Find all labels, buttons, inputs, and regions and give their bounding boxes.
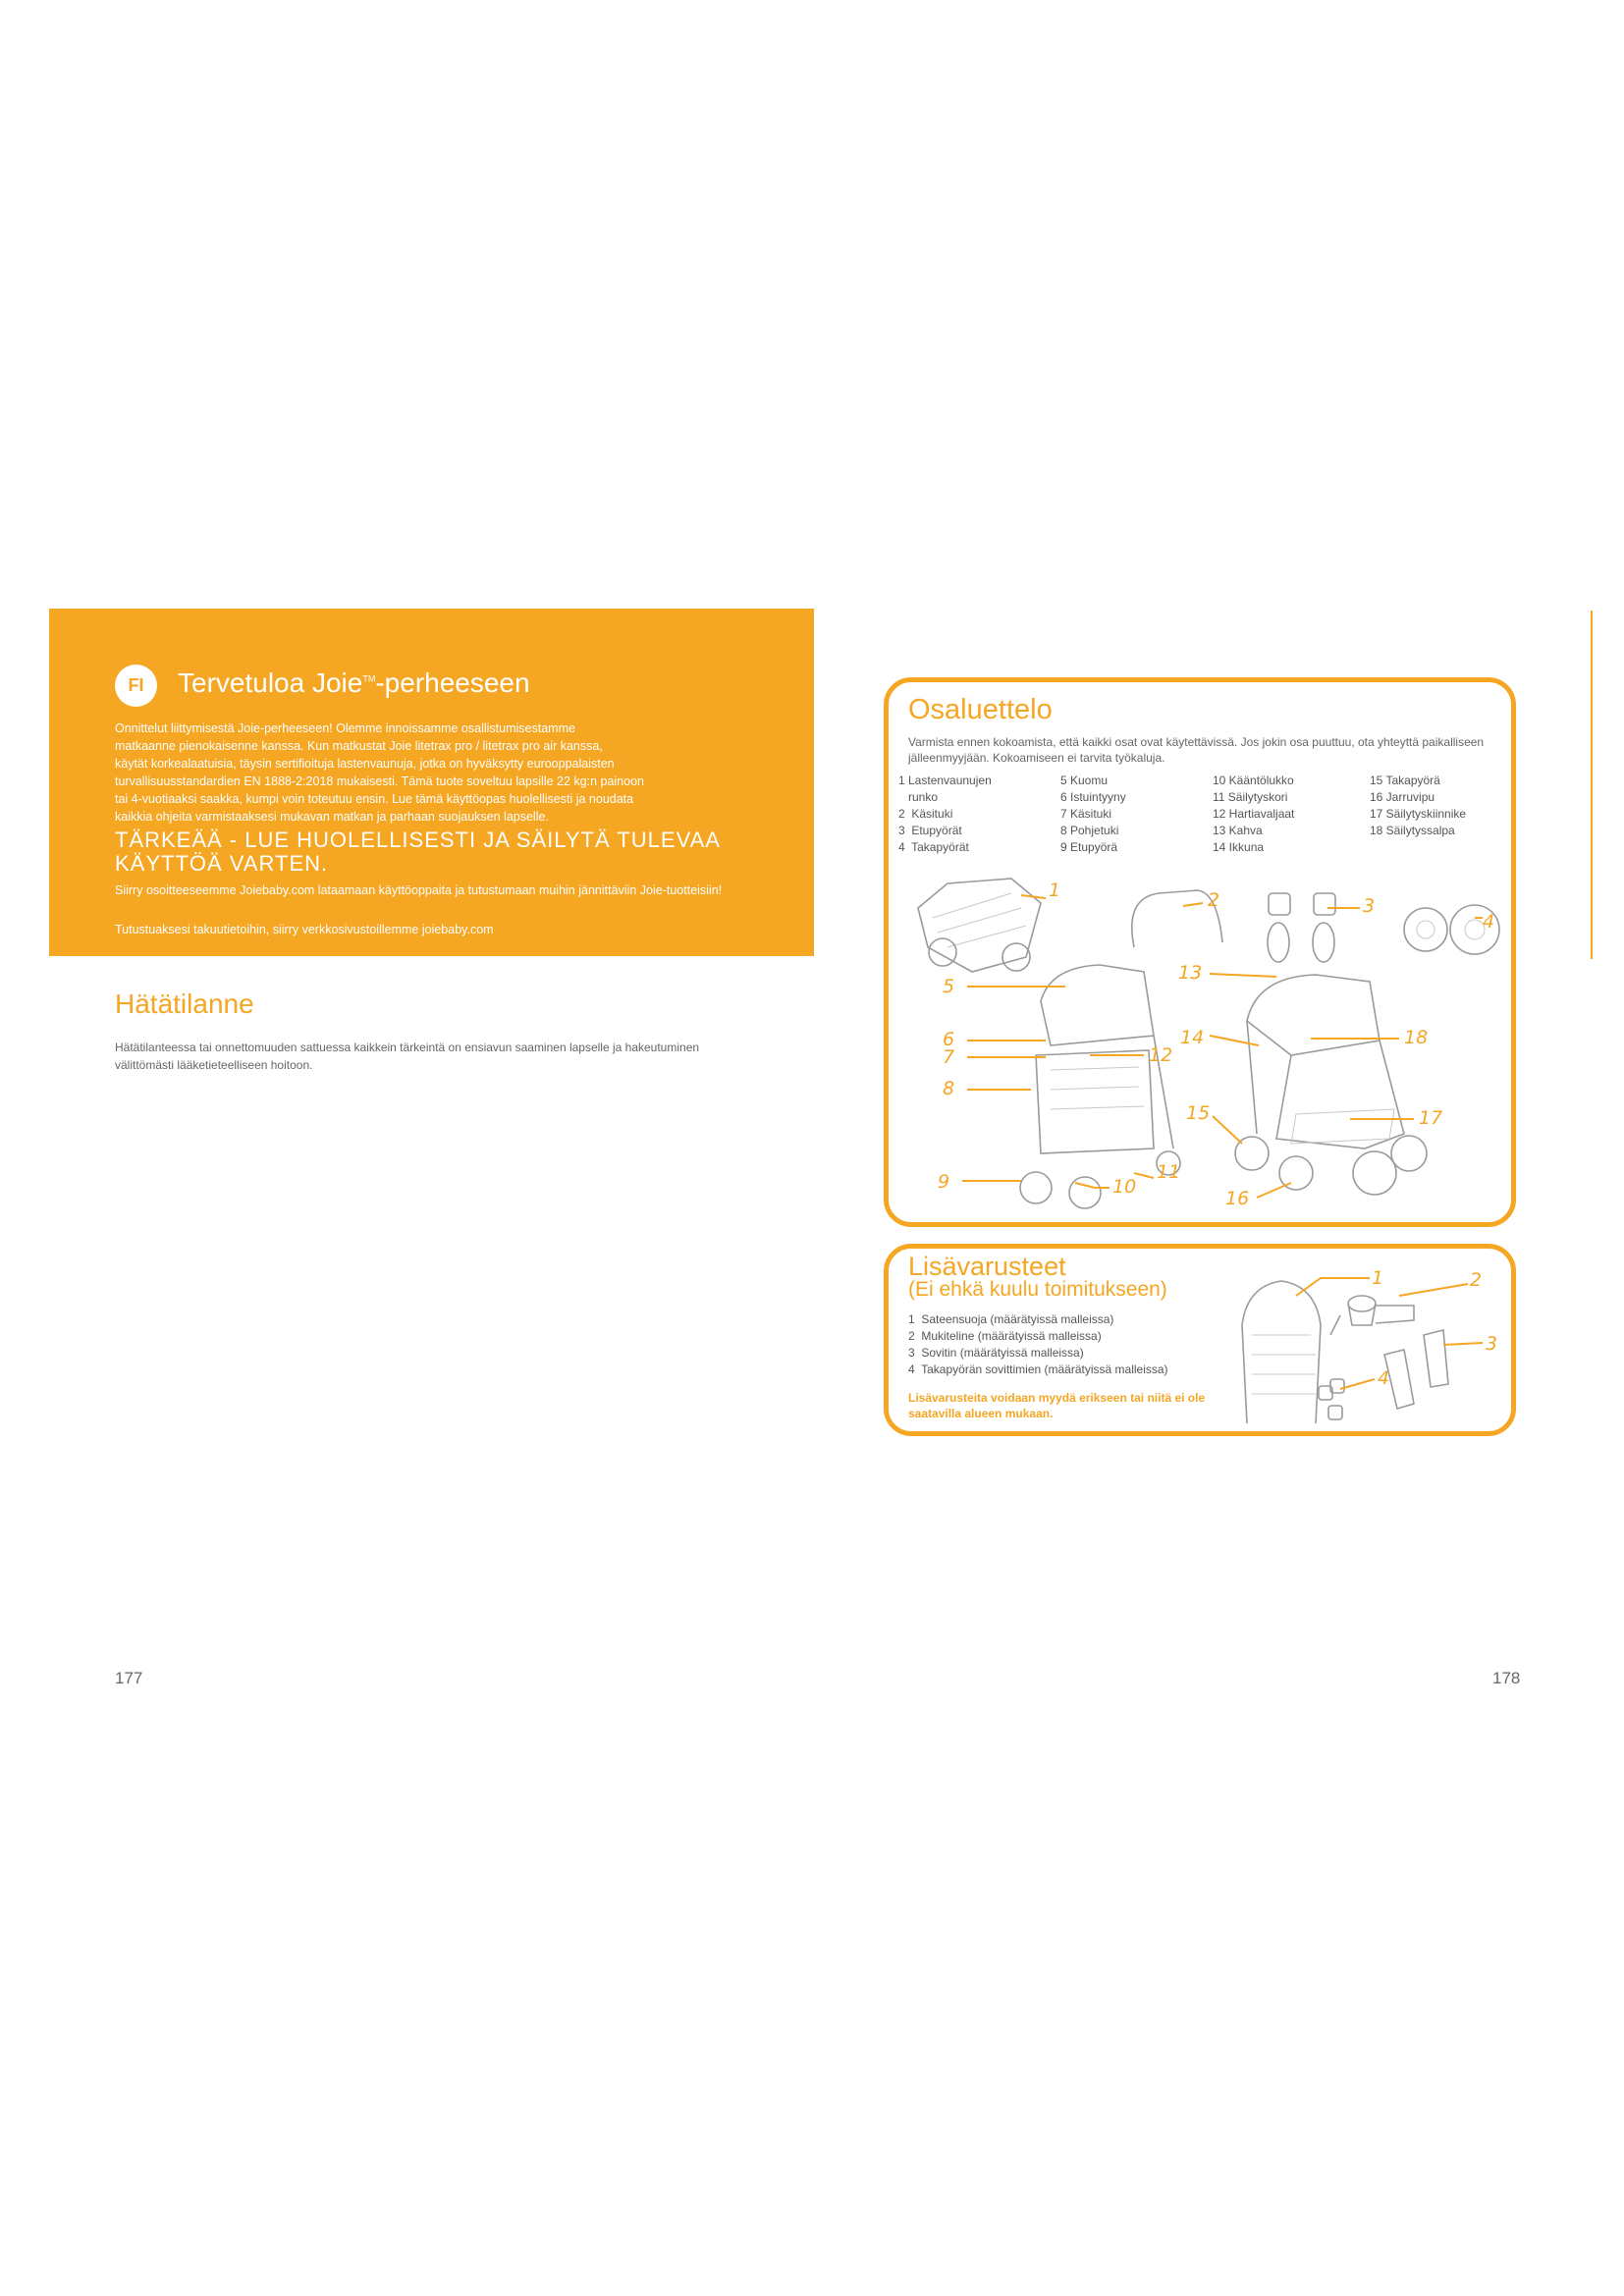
welcome-title [178, 667, 530, 699]
rear-wheel-adapter-sketch [1319, 1379, 1344, 1419]
parts-intro: Varmista ennen kokoamista, että kaikki osat ovat käytettävissä. Jos jokin osa puuttuu, ota yhteyttä paikalliseen jälleenmyyjään. Kokoamiseen ei tarvita työkaluja. [908, 735, 1485, 765]
parts-column [1213, 773, 1294, 856]
parts-item: 15 Takapyörä [1370, 774, 1440, 787]
parts-item: runko [898, 790, 939, 804]
language-badge: FI [115, 665, 157, 707]
welcome-body-line: Onnittelut liittymisestä Joie-perheeseen! Olemme innoissamme osallistumisestamme [115, 721, 575, 735]
parts-column [1370, 773, 1466, 839]
parts-heading: Osaluettelo [908, 694, 1053, 725]
callout-11: 11 [1157, 1161, 1181, 1183]
callout-13: 13 [1178, 962, 1203, 984]
callout-9: 9 [938, 1171, 950, 1193]
accessories-item: 2 Mukiteline (määrätyissä malleissa) [908, 1329, 1102, 1343]
page-number-right: 178 [1492, 1669, 1521, 1687]
parts-item: 4 Takapyörät [898, 840, 969, 854]
important-heading: TÄRKEÄÄ - LUE HUOLELLISESTI JA SÄILYTÄ TULEVAA KÄYTTÖÄ VARTEN. [115, 828, 720, 876]
emergency-heading: Hätätilanne [115, 988, 254, 1019]
cup-holder-sketch [1330, 1296, 1414, 1335]
accessories-list [908, 1311, 1168, 1378]
accessories-item: 1 Sateensuoja (määrätyissä malleissa) [908, 1312, 1114, 1326]
callout-3: 3 [1363, 895, 1376, 917]
parts-item: 14 Ikkuna [1213, 840, 1265, 854]
visit-text: Siirry osoitteeseemme Joiebaby.com lataamaan käyttöoppaita ja tutustumaan muihin jännittäviin Joie-tuotteisiin! [115, 883, 723, 897]
parts-column [898, 773, 992, 856]
callout-7: 7 [943, 1046, 955, 1068]
callout-1: 1 [1049, 880, 1061, 901]
callout-5: 5 [943, 976, 955, 997]
accessories-note: Lisävarusteita voidaan myydä erikseen tai niitä ei ole saatavilla alueen mukaan. [908, 1391, 1206, 1420]
parts-item: 5 Kuomu [1060, 774, 1109, 787]
callout-2: 2 [1208, 889, 1220, 911]
welcome-title-suffix: -perheeseen [375, 667, 530, 698]
parts-item: 8 Pohjetuki [1060, 824, 1119, 837]
callout-15: 15 [1186, 1102, 1211, 1124]
callout-12: 12 [1149, 1044, 1173, 1066]
callout-6: 6 [943, 1029, 955, 1050]
welcome-body-line: tai 4-vuotiaaksi saakka, kumpi voin toteutuu ensin. Lue tämä käyttöopas huolellisesti ja noudata [115, 792, 634, 806]
welcome-body-line: turvallisuusstandardien EN 1888-2:2018 mukaisesti. Tämä tuote soveltuu lapsille 22 kg:n painoon [115, 774, 644, 788]
callout-14: 14 [1180, 1027, 1205, 1048]
parts-illustration [903, 849, 1502, 1222]
page-number-left: 177 [115, 1669, 143, 1687]
callout-10: 10 [1112, 1176, 1137, 1198]
accessories-item: 3 Sovitin (määrätyissä malleissa) [908, 1346, 1084, 1360]
parts-item: 1 Lastenvaunujen [898, 774, 992, 787]
accessories-subheading: (Ei ehkä kuulu toimitukseen) [908, 1278, 1167, 1301]
warranty-text: Tutustuaksesi takuutietoihin, siirry verkkosivustoillemme joiebaby.com [115, 923, 494, 936]
callout-16: 16 [1225, 1188, 1250, 1209]
parts-column [1060, 773, 1126, 856]
accessories-box [884, 1244, 1516, 1436]
parts-item: 7 Käsituki [1060, 807, 1112, 821]
emergency-body: Hätätilanteessa tai onnettomuuden sattuessa kaikkein tärkeintä on ensiavun saaminen lapselle ja hakeutuminen välittömästi lääketieteelliseen hoitoon. [115, 1041, 700, 1072]
parts-item: 17 Säilytyskiinnike [1370, 807, 1467, 821]
parts-item: 11 Säilytyskori [1213, 790, 1288, 804]
parts-item: 2 Käsituki [898, 807, 953, 821]
welcome-body-line: käytät korkealaatuisia, täysin sertifioituja lastenvaunuja, jotka on hyväksytty eurooppalaisten [115, 757, 615, 771]
accessories-illustration [1232, 1256, 1512, 1433]
callout-18: 18 [1404, 1027, 1429, 1048]
stroller-angled-view-sketch [1235, 975, 1427, 1195]
folded-frame-sketch [918, 879, 1041, 972]
parts-item: 6 Istuintyyny [1060, 790, 1126, 804]
rain-cover-sketch [1242, 1281, 1321, 1423]
welcome-body-line: matkaanne pienokaisenne kanssa. Kun matkustat Joie litetrax pro / litetrax pro air kanssa, [115, 739, 603, 753]
welcome-body [115, 720, 792, 826]
parts-item: 9 Etupyörä [1060, 840, 1118, 854]
adapter-sketch [1384, 1330, 1448, 1409]
acc-callout-2: 2 [1470, 1269, 1483, 1291]
callout-8: 8 [943, 1078, 955, 1099]
welcome-title-text: Tervetuloa Joie [178, 667, 363, 698]
parts-item: 16 Jarruvipu [1370, 790, 1435, 804]
trademark-mark: TM [362, 673, 376, 684]
welcome-body-line: kaikkia ohjeita varmistaaksesi mukavan matkan ja parhaan suojauksen lapselle. [115, 810, 549, 824]
welcome-block [49, 609, 814, 956]
acc-callout-3: 3 [1486, 1333, 1498, 1355]
parts-item: 3 Etupyörät [898, 824, 962, 837]
parts-list-box [884, 677, 1516, 1227]
parts-item: 10 Kääntölukko [1213, 774, 1294, 787]
accessories-heading: Lisävarusteet [908, 1252, 1066, 1281]
parts-item: 18 Säilytyssalpa [1370, 824, 1455, 837]
parts-item: 12 Hartiavaljaat [1213, 807, 1295, 821]
parts-item: 13 Kahva [1213, 824, 1263, 837]
acc-callout-4: 4 [1378, 1367, 1390, 1389]
accessories-item: 4 Takapyörän sovittimien (määrätyissä malleissa) [908, 1362, 1168, 1376]
callout-17: 17 [1419, 1107, 1443, 1129]
page-edge-rule [1591, 611, 1593, 959]
acc-callout-1: 1 [1372, 1267, 1384, 1289]
front-wheels-sketch [1268, 893, 1335, 962]
callout-4: 4 [1483, 911, 1495, 933]
